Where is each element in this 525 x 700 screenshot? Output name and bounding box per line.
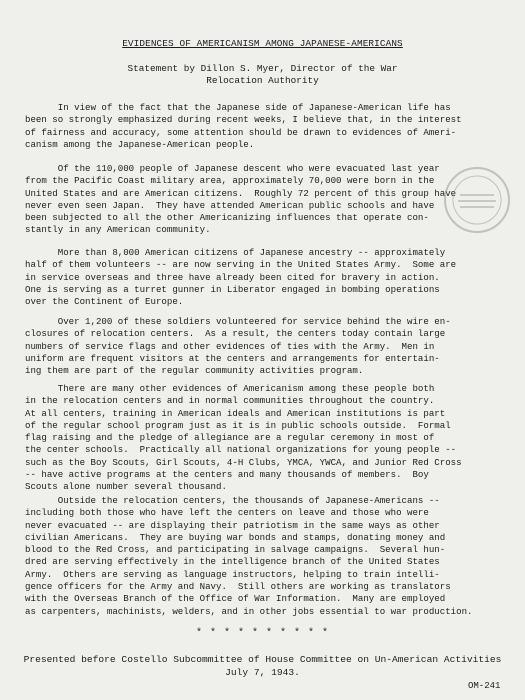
subtitle-line: Relocation Authority xyxy=(206,75,319,86)
paragraph-6 xyxy=(25,495,510,618)
document-subtitle xyxy=(0,63,525,87)
text-line: been subjected to all the other Americanizing influences that operate con- xyxy=(25,212,429,224)
text-line: There are many other evidences of Americanism among these people both xyxy=(25,383,435,394)
subtitle-line: Statement by Dillon S. Myer, Director of the War xyxy=(127,63,398,74)
text-line: Army. Others are serving as language instructors, helping to train intelli- xyxy=(25,568,440,580)
text-line: over the Continent of Europe. xyxy=(25,296,184,308)
text-line: -- have active programs at the centers and many thousands of members. Boy xyxy=(25,469,429,481)
text-line: as carpenters, machinists, welders, and in other jobs essential to war production. xyxy=(25,605,473,617)
text-line: with the Overseas Branch of the Office of War Information. Many are employed xyxy=(25,593,446,605)
text-line: dred are serving effectively in the intelligence branch of the United States xyxy=(25,556,440,568)
text-line: numbers of service flags and other evidences of ties with the Army. Men in xyxy=(25,340,435,352)
text-line: never even seen Japan. They have attended American public schools and have xyxy=(25,199,435,211)
text-line: half of them volunteers -- are now serving in the United States Army. Some are xyxy=(25,259,457,271)
text-line: never evacuated -- are displaying their patriotism in the same ways as other xyxy=(25,519,440,531)
separator-stars: * * * * * * * * * * xyxy=(195,628,330,639)
text-line: the center schools. Practically all national organizations for young people -- xyxy=(25,444,457,456)
text-line: flag raising and the pledge of allegiance are a regular ceremony in most of xyxy=(25,432,435,444)
text-line: One is serving as a turret gunner in Liberator engaged in bombing operations xyxy=(25,283,440,295)
paragraph-3 xyxy=(25,247,510,308)
text-line: In view of the fact that the Japanese side of Japanese-American life has xyxy=(25,102,451,113)
text-line: from the Pacific Coast military area, approximately 70,000 were born in the xyxy=(25,175,435,187)
footer-note xyxy=(0,654,525,679)
footer-line: July 7, 1943. xyxy=(225,666,300,678)
text-line: such as the Boy Scouts, Girl Scouts, 4-H Clubs, YMCA, YWCA, and Junior Red Cross xyxy=(25,456,462,468)
text-line: gence officers for the Army and Navy. Still others are working as translators xyxy=(25,581,451,593)
text-line: including both those who have left the centers on leave and those who were xyxy=(25,507,429,519)
text-line: At all centers, training in American ideals and American institutions is part xyxy=(25,407,446,419)
footer-line: Presented before Costello Subcommittee of House Committee on Un-American Activities xyxy=(23,654,502,665)
document-id: OM-241 xyxy=(468,681,501,691)
text-line: of the regular school program just as it is in public schools outside. Formal xyxy=(25,419,451,431)
text-line: Of the 110,000 people of Japanese descent who were evacuated last year xyxy=(25,163,440,174)
text-line: Scouts alone number several thousand. xyxy=(25,481,227,493)
library-stamp-icon xyxy=(444,167,510,233)
paragraph-5 xyxy=(25,383,510,494)
paragraph-4 xyxy=(25,316,510,377)
text-line: stantly in any American community. xyxy=(25,224,211,236)
paragraph-2 xyxy=(25,163,510,237)
text-line: blood to the Red Cross, and participating in salvage campaigns. Several hun- xyxy=(25,544,446,556)
text-line: More than 8,000 American citizens of Japanese ancestry -- approximately xyxy=(25,247,446,258)
text-line: Over 1,200 of these soldiers volunteered for service behind the wire en- xyxy=(25,316,451,327)
paragraph-1 xyxy=(25,102,510,151)
text-line: canism among the Japanese-American people. xyxy=(25,138,255,150)
text-line: ing them are part of the regular community activities program. xyxy=(25,365,364,377)
text-line: in service overseas and three have already been cited for bravery in action. xyxy=(25,271,440,283)
text-line: been so strongly emphasized during recent weeks, I believe that, in the interest xyxy=(25,114,462,126)
text-line: in the relocation centers and in normal communities throughout the country. xyxy=(25,395,435,407)
text-line: uniform are frequent visitors at the centers and arrangements for entertain- xyxy=(25,352,440,364)
text-line: Outside the relocation centers, the thousands of Japanese-Americans -- xyxy=(25,495,440,506)
text-line: of fairness and accuracy, some attention should be drawn to evidences of Ameri- xyxy=(25,126,457,138)
document-title: EVIDENCES OF AMERICANISM AMONG JAPANESE-AMERICANS xyxy=(122,38,403,49)
text-line: closures of relocation centers. As a result, the centers today contain large xyxy=(25,328,446,340)
text-line: civilian Americans. They are buying war bonds and stamps, donating money and xyxy=(25,531,446,543)
text-line: United States and are American citizens. Roughly 72 percent of this group have xyxy=(25,187,457,199)
